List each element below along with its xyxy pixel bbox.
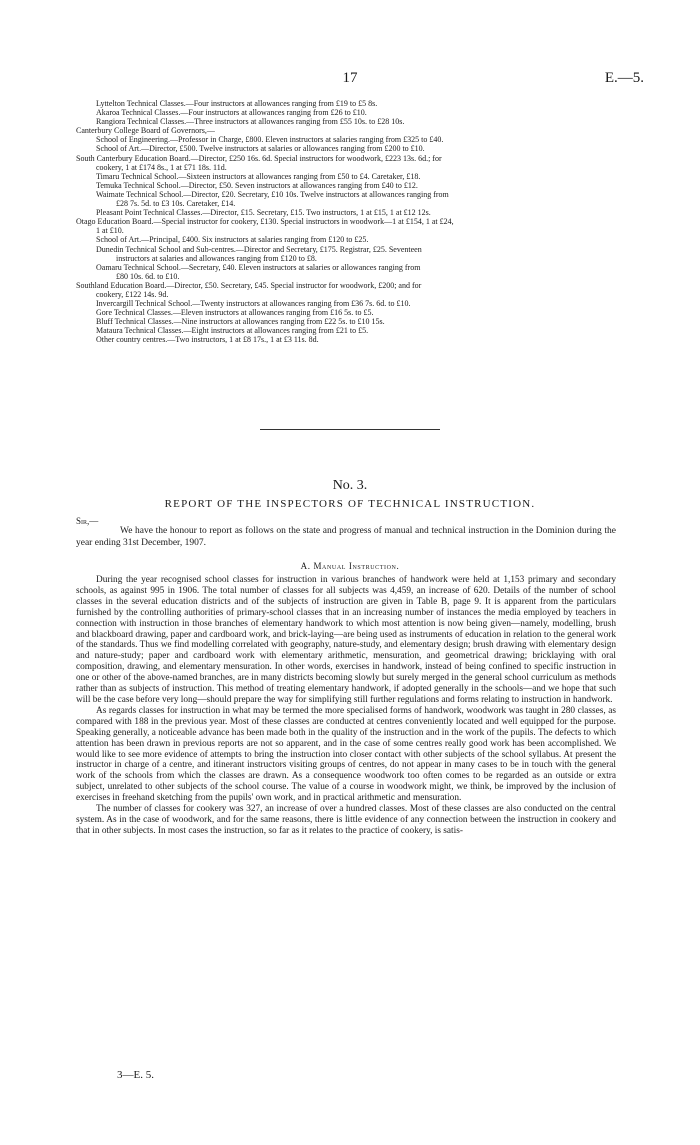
list-item: Dunedin Technical School and Sub-centres.—Director and Secretary, £175. Registrar, £25. Seventeen: [96, 244, 422, 254]
list-item: 1 at £10.: [96, 226, 124, 236]
list-item: Temuka Technical School.—Director, £50. Seven instructors at allowances ranging from £40 to £12.: [96, 180, 418, 190]
report-title: REPORT OF THE INSPECTORS OF TECHNICAL INSTRUCTION.: [164, 498, 536, 510]
list-item: Akaroa Technical Classes.—Four instructors at allowances ranging from £26 to £10.: [96, 108, 367, 118]
salutation: Sir,—: [76, 516, 99, 526]
body-paragraph: During the year recognised school classes for instruction in various branches of handwork were held at 1,153 primary and secondary schools, as against 995 in 1906. The total number of classes for all subjects was 4,459, an increase of 620. Details of the number of school classes in the several education districts and of the subjects of instruction are given in Table B, page 9. It is apparent from the particulars furnished by the controlling authorities of primary-school classes that in an increasing number of instances the media employed by teachers in connection with instruction in those branches of elementary handwork to which most attention is now being given—namely, modelling, brush and blackboard drawing, paper and cardboard work, and brick-laying—are being used as instruments of education in relation to the general work of the standards. Thus we find modelling correlated with geography, nature-study, and elementary design; brush drawing with elementary design and nature-study; paper and cardboard work with elementary arithmetic, mensuration, and geometrical drawing; bricklaying with oral composition, drawing, and elementary mensuration. In other words, exercises in handwork, instead of being confined to specific instruction in one or other of the above-named branches, are in many districts becoming slowly but surely merged in the general school curriculum as methods rather than as subjects of instruction. This method of treating elementary handwork, if adopted generally in the schools—and we hope that such will be the case before very long—should prepare the way for simplifying still further regulations and forms relating to instruction in handwork.: [76, 575, 616, 705]
list-item: Waimate Technical School.—Director, £20. Secretary, £10 10s. Twelve instructors at allowances ranging from: [96, 189, 449, 199]
report-body: [76, 575, 616, 837]
list-item: Invercargill Technical School.—Twenty instructors at allowances ranging from £36 7s. 6d. to £10.: [96, 299, 411, 309]
body-paragraph: The number of classes for cookery was 327, an increase of over a hundred classes. Most of these classes are also conducted on the central system. As in the case of woodwork, and for the same reasons, there is little evidence of any connection between the instruction in cookery and that in other subjects. In most cases the instruction, so far as it relates to the practice of cookery, is satis-: [76, 804, 616, 836]
list-item: Timaru Technical School.—Sixteen instructors at allowances ranging from £50 to £4. Caretaker, £18.: [96, 171, 421, 181]
list-item: Other country centres.—Two instructors, 1 at £8 17s., 1 at £3 11s. 8d.: [96, 335, 319, 345]
list-item: Mataura Technical Classes.—Eight instructors at allowances ranging from £21 to £5.: [96, 326, 369, 336]
staff-allowance-list: [76, 99, 616, 345]
list-item: Bluff Technical Classes.—Nine instructors at allowances ranging from £22 5s. to £10 15s.: [96, 317, 385, 327]
body-paragraph: As regards classes for instruction in what may be termed the more specialised forms of handwork, woodwork was taught in 280 classes, as compared with 188 in the previous year. Most of these classes are conducted at centres conveniently located and well equipped for the purpose. Speaking generally, a noticeable advance has been made both in the quality of the instruction and in the work of the pupils. The defects to which attention has been drawn in previous reports are not so apparent, and in the case of some centres really good work has been accomplished. We would like to see more evidence of attempts to bring the instruction into closer contact with other subjects of the school syllabus. At present the instructor in charge of a centre, and itinerant instructors visiting groups of centres, do not appear in many cases to be in touch with the general work of the schools from which the classes are drawn. As a consequence woodwork too often comes to be regarded as an outside or extra subject, unrelated to other subjects of the school course. The value of a course in woodwork might, we think, be improved by the inclusion of exercises in freehand sketching from the pupils' own work, and in practical arithmetic and mensuration.: [76, 705, 616, 804]
list-item: instructors at salaries and allowances ranging from £120 to £8.: [116, 253, 317, 263]
list-item: Rangiora Technical Classes.—Three instructors at allowances ranging from £55 10s. to £28 10s.: [96, 117, 405, 127]
signature-mark: 3—E. 5.: [117, 1069, 154, 1081]
document-reference: E.—5.: [604, 70, 644, 86]
list-item: Pleasant Point Technical Classes.—Director, £15. Secretary, £15. Two instructors, 1 at £15, 1 at £12 12s.: [96, 208, 431, 218]
list-item: cookery, £122 14s. 9d.: [96, 289, 169, 299]
list-item: School of Engineering.—Professor in Charge, £800. Eleven instructors at salaries ranging from £325 to £40.: [96, 135, 444, 145]
list-item: £80 10s. 6d. to £10.: [116, 271, 180, 281]
list-item: Canterbury College Board of Governors,—: [76, 126, 215, 136]
list-item: Gore Technical Classes.—Eleven instructors at allowances ranging from £16 5s. to £5.: [96, 308, 374, 318]
report-number: No. 3.: [332, 478, 368, 493]
list-item: Oamaru Technical School.—Secretary, £40. Eleven instructors at salaries or allowances ranging from: [96, 262, 421, 272]
section-heading: A. Manual Instruction.: [300, 561, 400, 571]
list-item: Lyttelton Technical Classes.—Four instructors at allowances ranging from £19 to £5 8s.: [96, 99, 378, 108]
list-item: School of Art.—Director, £500. Twelve instructors at salaries or allowances ranging from £200 to £10.: [96, 144, 425, 154]
page-number: 17: [342, 70, 358, 86]
list-item: School of Art.—Principal, £400. Six instructors at salaries ranging from £120 to £25.: [96, 235, 369, 245]
list-item: South Canterbury Education Board.—Director, £250 16s. 6d. Special instructors for woodwork, £223 13s. 6d.; for: [76, 153, 442, 163]
list-item: Southland Education Board.—Director, £50. Secretary, £45. Special instructor for woodwork, £200; and for: [76, 280, 422, 290]
list-item: £28 7s. 5d. to £3 10s. Caretaker, £14.: [116, 199, 236, 209]
intro-paragraph: We have the honour to report as follows on the state and progress of manual and technical instruction in the Dominion during the year ending 31st December, 1907.: [76, 526, 616, 548]
section-divider: [260, 429, 440, 430]
list-item: Otago Education Board.—Special instructor for cookery, £130. Special instructors in woodwork—1 at £154, 1 at £24,: [76, 217, 454, 227]
list-item: cookery, 1 at £174 8s., 1 at £71 18s. 11d.: [96, 162, 227, 172]
